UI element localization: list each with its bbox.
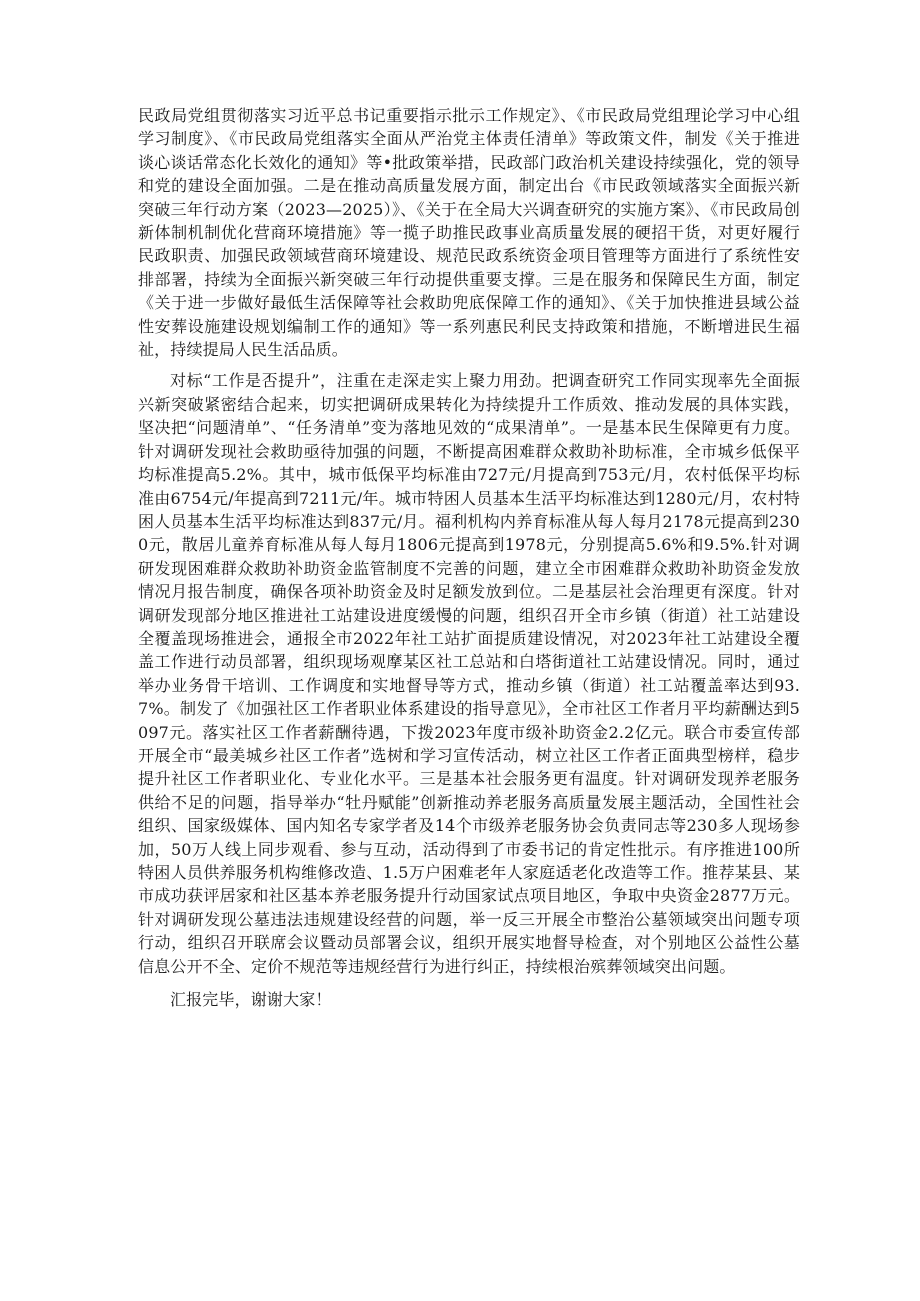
- paragraph-continuation: 民政局党组贯彻落实习近平总书记重要指示批示工作规定》、《市民政局党组理论学习中心组学习制度》、《市民政局党组落实全面从严治党主体责任清单》等政策文件，制发《关于推进谈心谈话常态化长效化的通知》等•批政策举措，民政部门政治机关建设持续强化，党的领导和党的建设全面加强。二是在推动高质量发展方面，制定出台《市民政领域落实全面振兴新突破三年行动方案（2023—2025）》、《关于在全局大兴调查研究的实施方案》、《市民政局创新体制机制优化营商环境措施》等一揽子助推民政事业高质量发展的硬招干货，对更好履行民政职责、加强民政领域营商环境建设、规范民政系统资金项目管理等方面进行了系统性安排部署，持续为全面振兴新突破三年行动提供重要支撑。三是在服务和保障民生方面，制定《关于进一步做好最低生活保障等社会救助兜底保障工作的通知》、《关于加快推进县域公益性安葬设施建设规划编制工作的通知》等一系列惠民利民支持政策和措施，不断增进民生福祉，持续提局人民生活品质。: [138, 106, 800, 360]
- document-body: [138, 104, 800, 1019]
- paragraph-closing: 汇报完毕，谢谢大家！: [170, 990, 332, 1010]
- paragraph-work-improvement: 对标“工作是否提升”，注重在走深走实上聚力用劲。把调查研究工作同实现率先全面振兴新突破紧密结合起来，切实把调研成果转化为持续提升工作质效、推动发展的具体实践，坚决把“问题清单”、“任务清单”变为落地见效的“成果清单”。一是基本民生保障更有力度。针对调研发现社会救助亟待加强的问题，不断提高困难群众救助补助标准，全市城乡低保平均标准提高5.2%。其中，城市低保平均标准由727元/月提高到753元/月，农村低保平均标准由6754元/年提高到7211元/年。城市特困人员基本生活平均标准达到1280元/月，农村特困人员基本生活平均标准达到837元/月。福利机构内养育标准从每人每月2178元提高到2300元，散居儿童养育标准从每人每月1806元提高到1978元，分别提高5.6%和9.5%.针对调研发现困难群众救助补助资金监管制度不完善的问题，建立全市困难群众救助补助资金发放情况月报告制度，确保各项补助资金及时足额发放到位。二是基层社会治理更有深度。针对调研发现部分地区推进社工站建设进度缓慢的问题，组织召开全市乡镇（街道）社工站建设全覆盖现场推进会，通报全市2022年社工站扩面提质建设情况，对2023年社工站建设全覆盖工作进行动员部署，组织现场观摩某区社工总站和白塔街道社工站建设情况。同时，通过举办业务骨干培训、工作调度和实地督导等方式，推动乡镇（街道）社工站覆盖率达到93.7%。制发了《加强社区工作者职业体系建设的指导意见》，全市社区工作者月平均薪酬达到5097元。落实社区工作者薪酬待遇，下拨2023年度市级补助资金2.2亿元。联合市委宣传部开展全市“最美城乡社区工作者”选树和学习宣传活动，树立社区工作者正面典型榜样，稳步提升社区工作者职业化、专业化水平。三是基本社会服务更有温度。针对调研发现养老服务供给不足的问题，指导举办“牡丹赋能”创新推动养老服务高质量发展主题活动，全国性社会组织、国家级媒体、国内知名专家学者及14个市级养老服务协会负责同志等230多人现场参加，50万人线上同步观看、参与互动，活动得到了市委书记的肯定性批示。有序推进100所特困人员供养服务机构维修改造、1.5万户困难老年人家庭适老化改造等工作。推荐某县、某市成功获评居家和社区基本养老服务提升行动国家试点项目地区，争取中央资金2877万元。针对调研发现公墓违法违规建设经营的问题，举一反三开展全市整治公墓领域突出问题专项行动，组织召开联席会议暨动员部署会议，组织开展实地督导检查，对个别地区公益性公墓信息公开不全、定价不规范等违规经营行为进行纠正，持续根治殡葬领域突出问题。: [138, 371, 800, 976]
